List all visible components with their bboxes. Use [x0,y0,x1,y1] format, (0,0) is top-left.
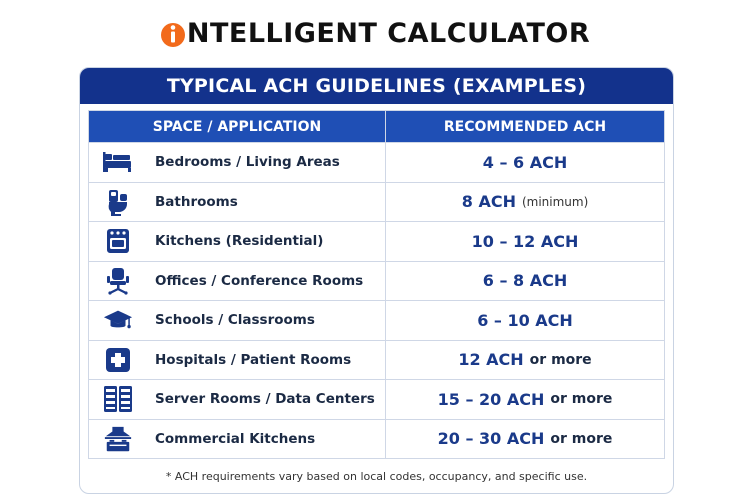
space-cell [89,262,386,301]
table-row [89,379,664,419]
intelligent-logo-icon [160,19,186,49]
space-cell [89,222,386,261]
table-row [89,142,664,182]
ach-cell [386,420,664,459]
oven-icon [103,227,133,255]
medical-cross-icon [103,346,133,374]
office-chair-icon [103,267,133,295]
table-row [89,419,664,459]
ach-cell [386,341,664,380]
toilet-icon [103,188,133,216]
ach-qualifier: or more [550,391,613,408]
space-label: Hospitals / Patient Rooms [155,351,352,368]
ach-cell [386,301,664,340]
table-row [89,300,664,340]
brand-name: NTELLIGENT CALCULATOR [186,18,591,49]
space-cell [89,143,386,182]
table-row [89,221,664,261]
ach-value: 10 – 12 ACH [471,231,579,251]
space-label: Kitchens (Residential) [155,233,324,250]
range-hood-icon [103,425,133,453]
space-label: Bathrooms [155,193,238,210]
footnote: * ACH requirements vary based on local codes, occupancy, and specific use. [165,470,588,483]
space-cell [89,301,386,340]
brand-title [0,18,750,49]
ach-cell [386,262,664,301]
space-cell [89,380,386,419]
space-cell [89,183,386,222]
ach-cell [386,143,664,182]
table-header [89,111,664,142]
ach-table [88,110,665,459]
space-cell [89,341,386,380]
ach-qualifier: (minimum) [521,194,589,209]
server-rack-icon [103,385,133,413]
table-body [89,142,664,458]
ach-qualifier: or more [550,430,613,447]
ach-value: 4 – 6 ACH [482,152,568,172]
bed-icon [103,148,133,176]
column-header-space: SPACE / APPLICATION [89,111,386,142]
ach-guidelines-card [79,67,674,494]
ach-value: 12 ACH [458,350,524,370]
ach-value: 6 – 8 ACH [482,271,568,291]
space-label: Commercial Kitchens [155,430,316,447]
ach-cell [386,222,664,261]
ach-qualifier: or more [529,351,592,368]
space-cell [89,420,386,459]
ach-value: 6 – 10 ACH [477,310,573,330]
column-header-ach: RECOMMENDED ACH [443,118,607,135]
graduation-cap-icon [103,306,133,334]
ach-value: 20 – 30 ACH [437,429,545,449]
table-row [89,182,664,222]
space-label: Offices / Conference Rooms [155,272,364,289]
ach-value: 8 ACH [461,192,516,212]
ach-cell [386,380,664,419]
space-label: Schools / Classrooms [155,312,315,329]
card-title: TYPICAL ACH GUIDELINES (EXAMPLES) [80,68,673,104]
space-label: Server Rooms / Data Centers [155,391,375,408]
ach-cell [386,183,664,222]
ach-value: 15 – 20 ACH [437,389,545,409]
space-label: Bedrooms / Living Areas [155,154,340,171]
table-row [89,261,664,301]
table-row [89,340,664,380]
